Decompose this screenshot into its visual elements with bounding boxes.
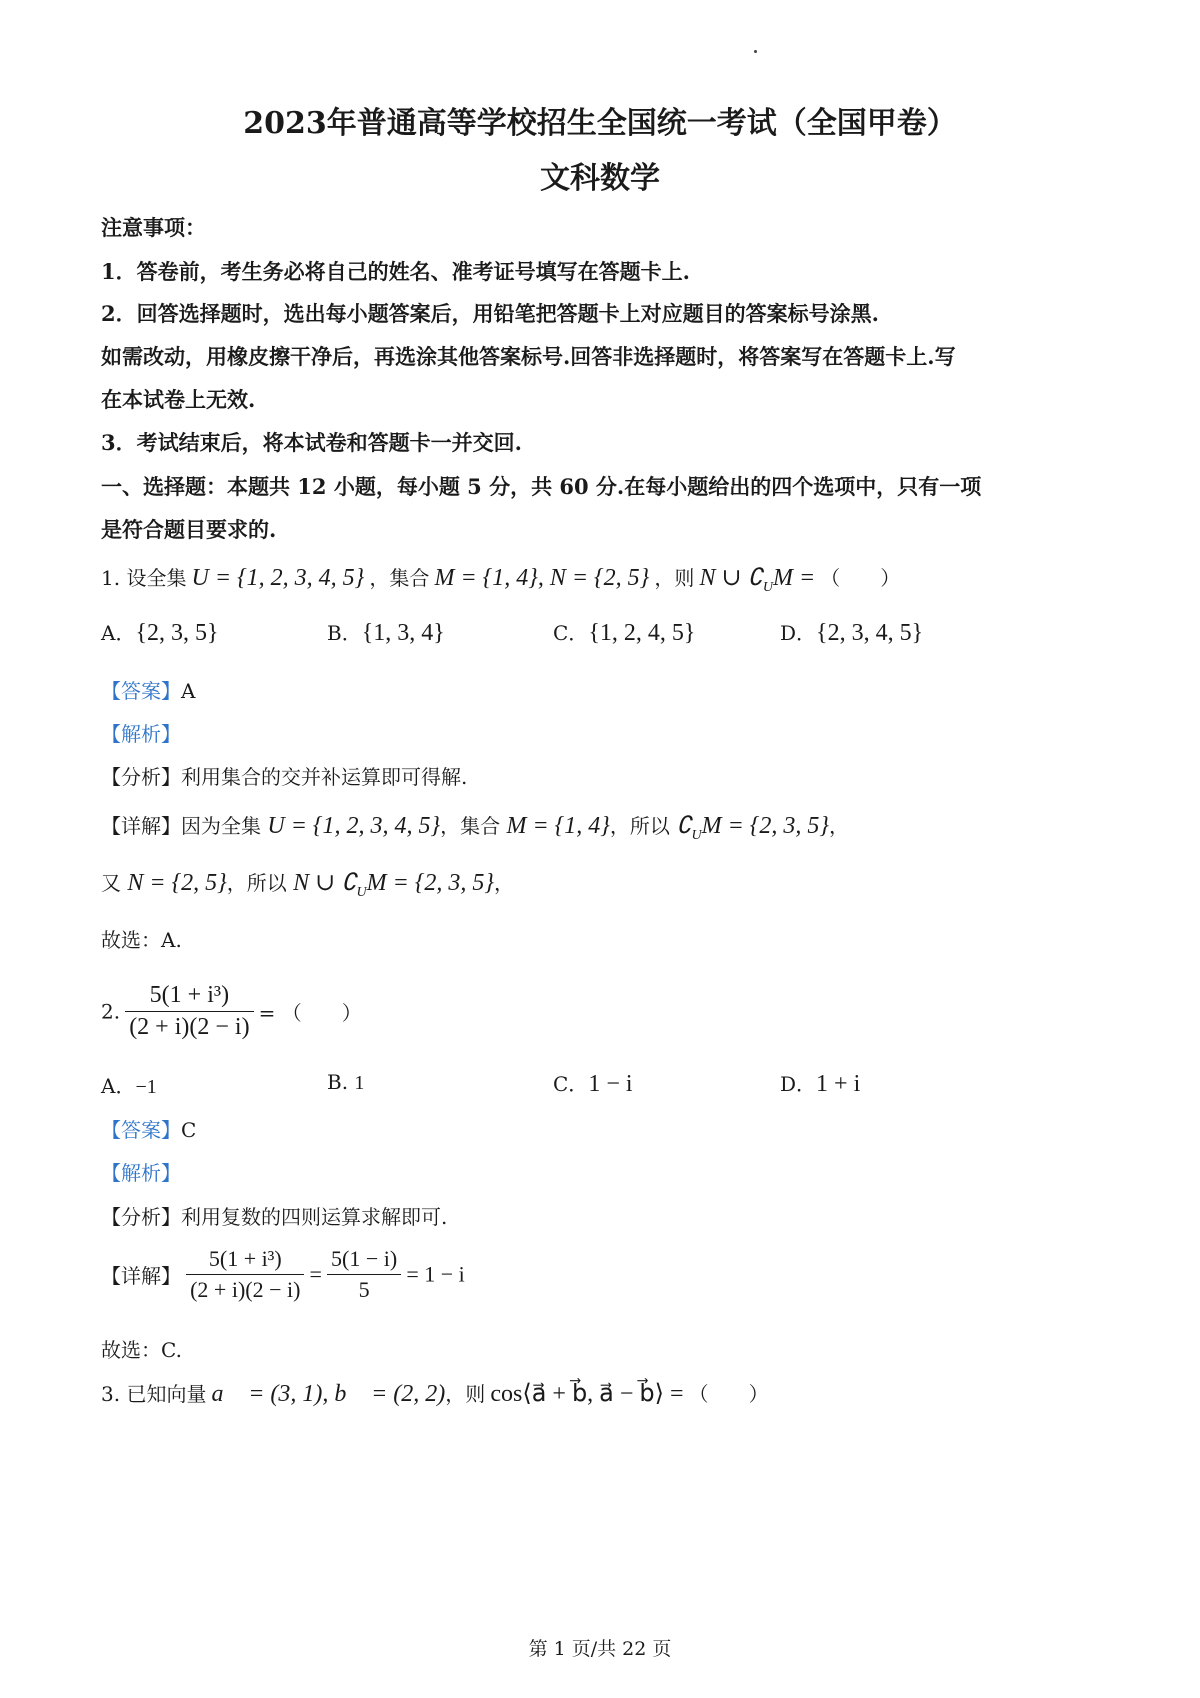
q2-xj-fraction-1: [186, 1246, 304, 1303]
q1-option-d-value: {2, 3, 4, 5}: [816, 620, 924, 646]
q2-equals-paren: = （ ）: [258, 1001, 362, 1025]
q1-fenxi-tag: 【分析】: [101, 765, 181, 789]
q2-fraction-numerator: 5(1 + i³): [125, 982, 253, 1012]
exam-subtitle: 文科数学: [540, 161, 660, 196]
q2-option-c-value: 1 − i: [588, 1071, 633, 1097]
q2-number: 2.: [101, 999, 121, 1024]
q1-option-b-value: {1, 3, 4}: [361, 620, 445, 646]
exam-title: 2023年普通高等学校招生全国统一考试（全国甲卷）: [243, 106, 957, 141]
q3-number: 3. 已知向量: [101, 1382, 207, 1406]
q2-fenxi-tag: 【分析】: [101, 1205, 181, 1229]
q2-fraction: [125, 982, 253, 1041]
q1-xj-set-M: M = {1, 4}: [506, 813, 610, 839]
q1-xj-complement: $∁_UM = \{2$, 3, 5}: [676, 813, 829, 843]
q1-option-a-label: A．: [101, 621, 136, 645]
q2-option-c: [553, 1068, 633, 1098]
q1-xiangjie-line2: 又 N = {2, 5}，所以 N ∪ $∁_UM = \{2$, 3, 5}，: [101, 870, 515, 900]
q2-xj-fraction-2-denominator: 5: [358, 1277, 370, 1302]
q1-option-c-value: {1, 2, 4, 5}: [588, 620, 696, 646]
q2-option-b-value: 1: [354, 1072, 365, 1094]
q1-answer: [101, 675, 195, 704]
q1-text-ze: ，则: [654, 566, 695, 590]
page-footer: 第 1 页/共 22 页: [528, 1638, 672, 1660]
q1-xj-union: N ∪ $∁_UM = \{2$, 3, 5}: [293, 870, 495, 900]
question-1-stem: [101, 562, 900, 596]
scan-speck: [754, 50, 757, 53]
q1-answer-value: A: [181, 679, 196, 703]
q1-option-b-label: B．: [327, 621, 362, 645]
q2-fenxi: [101, 1201, 447, 1230]
q2-fenxi-text: 利用复数的四则运算求解即可.: [181, 1205, 448, 1229]
q1-answer-tag: 【答案】: [101, 679, 181, 703]
section1-line1: 一、选择题：本题共 12 小题，每小题 5 分，共 60 分.在每小题给出的四个选项中，只有一项: [101, 474, 982, 499]
q1-option-c: [553, 617, 695, 647]
q2-xj-result: = 1 − i: [406, 1261, 465, 1287]
q2-option-b: [327, 1070, 364, 1095]
q1-xiangjie-tag: 【详解】: [101, 814, 181, 838]
q2-xj-fraction-2-numerator: 5(1 − i): [327, 1246, 401, 1275]
q2-option-d: [780, 1068, 860, 1098]
q2-analysis-tag: 【解析】: [101, 1161, 181, 1185]
q2-xj-fraction-2: [327, 1246, 401, 1303]
q2-option-a: [101, 1070, 157, 1099]
q2-conclusion: 故选：C.: [101, 1338, 182, 1362]
q1-option-b: [327, 617, 445, 647]
notes-heading: 注意事项：: [101, 215, 206, 240]
question-2-stem: [101, 982, 362, 1041]
q2-xj-fraction-1-denominator: (2 + i)(2 − i): [190, 1277, 301, 1302]
notes-item-2-cont1: 如需改动，用橡皮擦干净后，再选涂其他答案标号.回答非选择题时，将答案写在答题卡上.写: [101, 344, 956, 369]
q2-xj-equals-1: =: [309, 1261, 322, 1287]
q1-number: 1. 设全集: [101, 566, 187, 590]
q1-fenxi-text: 利用集合的交并补运算即可得解.: [181, 765, 468, 789]
q2-option-a-value: −1: [135, 1076, 157, 1098]
q1-conclusion: 故选：A.: [101, 928, 182, 952]
q1-paren: （ ）: [820, 566, 901, 590]
q2-xiangjie-tag: 【详解】: [101, 1264, 181, 1288]
q2-answer-tag: 【答案】: [101, 1118, 181, 1142]
q1-sets-MN: M = {1, 4}, N = {2, 5}: [434, 565, 650, 591]
section1-line2: 是符合题目要求的.: [101, 517, 277, 542]
q1-xj-set-U: U = {1, 2, 3, 4, 5}: [267, 813, 441, 839]
q2-option-c-label: C．: [553, 1072, 589, 1096]
q3-expression: cos⟨a⃗ + b⃗, a⃗ − b⃗⟩ =: [490, 1381, 684, 1407]
q1-fenxi: [101, 761, 467, 790]
q2-fraction-denominator: (2 + i)(2 − i): [129, 1014, 250, 1040]
q1-option-d: [780, 617, 923, 647]
q3-text-ze: ，则: [445, 1382, 486, 1406]
q2-xiangjie: [101, 1246, 465, 1303]
q2-option-d-label: D．: [780, 1072, 817, 1096]
notes-item-2-cont2: 在本试卷上无效.: [101, 387, 256, 412]
q1-option-a: [101, 617, 219, 647]
q1-expression: N ∪ $∁_UM$ =: [699, 565, 816, 595]
q2-answer-value: C: [181, 1118, 197, 1142]
q1-xj-set-N: N = {2, 5}: [127, 870, 227, 896]
q2-xj-fraction-1-numerator: 5(1 + i³): [186, 1246, 304, 1275]
q3-paren: （ ）: [688, 1382, 769, 1406]
q1-option-d-label: D．: [780, 621, 817, 645]
notes-item-2: 2．回答选择题时，选出每小题答案后，用铅笔把答题卡上对应题目的答案标号涂黑.: [101, 301, 879, 326]
q1-text-jihe: ，集合: [369, 566, 430, 590]
q3-vectors: a⃗ = (3, 1), b⃗ = (2, 2): [211, 1381, 446, 1407]
q2-option-d-value: 1 + i: [816, 1071, 861, 1097]
q1-option-c-label: C．: [553, 621, 589, 645]
notes-item-3: 3．考试结束后，将本试卷和答题卡一并交回.: [101, 430, 522, 455]
q1-xiangjie-line1: 【详解】因为全集 U = {1, 2, 3, 4, 5}，集合 M = {1, 4}，所以 $∁_UM = \{2$, 3, 5}，: [101, 813, 849, 843]
q1-option-a-value: {2, 3, 5}: [135, 620, 219, 646]
notes-item-1: 1．答卷前，考生务必将自己的姓名、准考证号填写在答题卡上.: [101, 259, 690, 284]
q1-set-U: U = {1, 2, 3, 4, 5}: [191, 565, 365, 591]
q2-option-a-label: A．: [101, 1074, 136, 1098]
question-3-stem: [101, 1378, 769, 1408]
q2-answer: [101, 1114, 196, 1143]
q2-option-b-label: B.: [327, 1070, 355, 1094]
q1-analysis-tag: 【解析】: [101, 722, 181, 746]
